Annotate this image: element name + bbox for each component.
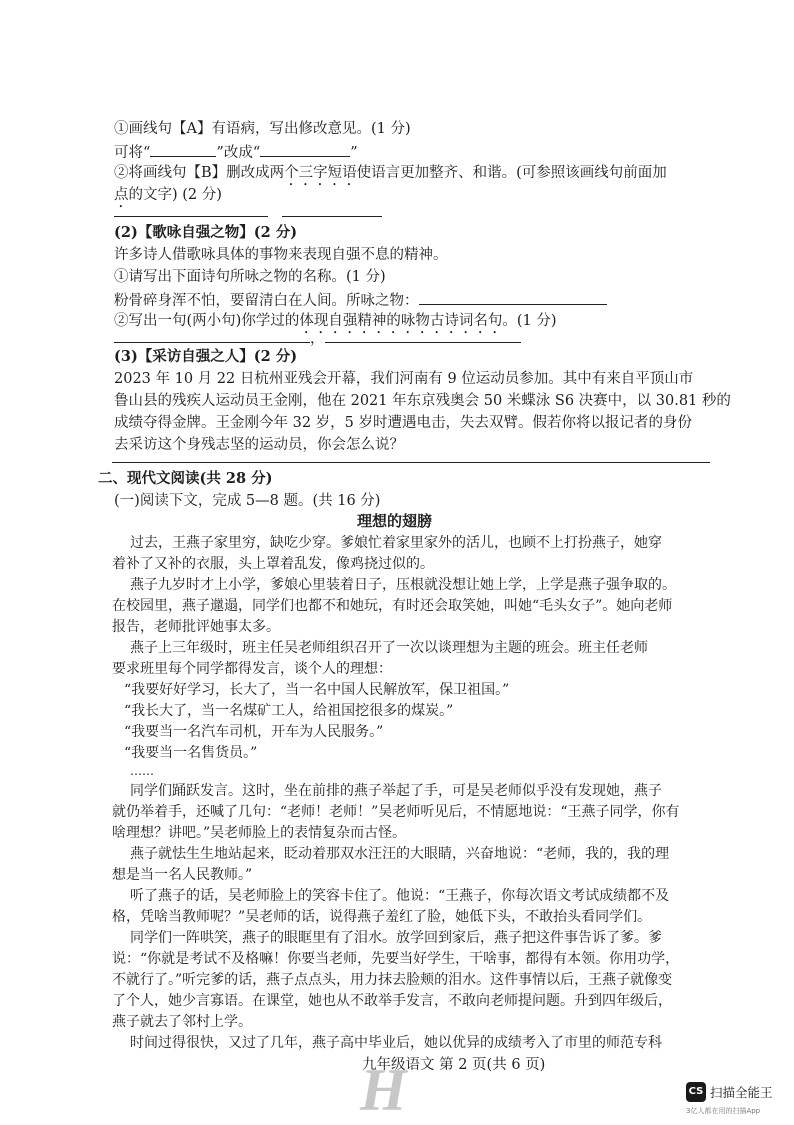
- q3-para-line4: 去采访这个身残志坚的运动员，你会怎么说？: [114, 437, 404, 453]
- article-line: 燕子上三年级时，班主任吴老师组织召开了一次以谈理想为主题的班会。班主任老师: [130, 640, 648, 656]
- scanner-logo-icon: CS: [686, 1082, 706, 1102]
- article-line: “我要当一名售货员。”: [124, 745, 258, 761]
- q1-blank-revised[interactable]: [260, 142, 350, 157]
- q2-comma: ，: [310, 331, 325, 347]
- article-line: “我要好好学习，长大了，当一名中国人民解放军，保卫祖国。”: [124, 682, 510, 698]
- q3-heading: (3)【采访自强之人】(2 分): [114, 348, 298, 365]
- q3-answer-blank[interactable]: [112, 462, 710, 463]
- q1-prefix: 可将“: [114, 145, 151, 161]
- q1-mid: ”改成“: [216, 145, 261, 161]
- article-line: 时间过得很快，又过了几年，燕子高中毕业后，她以优异的成绩考入了市里的师范专科: [130, 1035, 662, 1051]
- article-title: 理想的翅膀: [357, 512, 433, 530]
- article-line: 听了燕子的话，吴老师脸上的笑容卡住了。他说：“王燕子，你每次语文考试成绩都不及: [130, 888, 670, 904]
- article-line: 要求班里每个同学都得发言，谈个人的理想：: [112, 661, 392, 677]
- q1-item2-text-a: ②将画线句【B】删改成两: [114, 165, 285, 181]
- article-line: 格，凭啥当教师呢？”吴老师的话，说得燕子羞红了脸，她低下头，不敢抬头看同学们。: [112, 909, 652, 925]
- article-line: 想是当一名人民教师。”: [112, 867, 253, 883]
- q1-answer-line: [114, 142, 358, 162]
- q3-para-line3: 成绩夺得金牌。王金刚今年 32 岁，5 岁时遭遇电击，失去双臂。假若你将以报记者的身份: [114, 415, 692, 431]
- scanner-brand-name: 扫描全能王: [710, 1085, 773, 1100]
- q2-heading: (2)【歌咏自强之物】(2 分): [114, 224, 298, 241]
- q3-para-line2: 鲁山县的残疾人运动员王金刚，他在 2021 年东京残奥会 50 米蝶泳 S6 决赛中，以 30.81 秒的: [114, 393, 731, 409]
- q2-item2-text-a: ②写出一句(两小句)你学过的: [114, 313, 300, 329]
- q1-blank-original[interactable]: [150, 142, 216, 157]
- article-line: 报告，老师批评她事太多。: [112, 619, 280, 635]
- article-line: 啥理想？讲吧。”吴老师脸上的表情复杂而古怪。: [112, 825, 407, 841]
- article-line: 着补了又补的衣服，头上罩着乱发，像鸡挠过似的。: [112, 556, 434, 572]
- q1-item2-line2: [114, 186, 222, 211]
- scanner-brand-sub: 3亿人都在用的扫描App: [686, 1107, 761, 1115]
- article-line: 就仍举着手，还喊了几句：“老师！老师！”吴老师听见后，不情愿地说：“王燕子同学，你有: [112, 804, 680, 820]
- section2-sub: (一)阅读下文，完成 5—8 题。(共 16 分): [114, 493, 381, 509]
- article-line: 说：“你就是考试不及格嘛！你要当老师，先要当好学生，干啥事，都得有本领。你用功学，: [112, 951, 680, 967]
- q2-blank-2[interactable]: [325, 328, 521, 343]
- q2-blank-1[interactable]: [114, 328, 310, 343]
- q2-poem: 粉骨碎身浑不怕，要留清白在人间。所咏之物：: [114, 293, 419, 309]
- page-footer: 九年级语文 第 2 页(共 6 页): [362, 1057, 546, 1073]
- article-line: 燕子就怯生生地站起来，眨动着那双水汪汪的大眼睛，兴奋地说：“老师，我的，我的理: [130, 846, 670, 862]
- stamp-letter: H: [360, 1057, 401, 1123]
- scanner-brand: [686, 1080, 790, 1120]
- q2-object-blank[interactable]: [419, 290, 607, 305]
- article-line: 燕子就去了邻村上学。: [112, 1014, 252, 1030]
- article-line: “我要当一名汽车司机，开车为人民服务。”: [124, 724, 384, 740]
- q1-item2-dotted: 个三字短语: [284, 165, 357, 181]
- q1-item2-dotted-2: 点: [114, 187, 129, 203]
- q1-answer-blank-1[interactable]: [114, 216, 268, 217]
- article-line: 同学们一阵哄笑，燕子的眼眶里有了泪水。放学回到家后，燕子把这件事告诉了爹。爹: [130, 930, 662, 946]
- q2-item2-dotted: 体现自强精神的咏物古诗词名句: [299, 313, 503, 329]
- q2-answer-line: [114, 328, 521, 348]
- article-line: “我长大了，当一名煤矿工人，给祖国挖很多的煤炭。”: [124, 703, 454, 719]
- q2-poem-line: [114, 290, 607, 310]
- q2-intro: 许多诗人借歌咏具体的事物来表现自强不息的精神。: [114, 247, 448, 263]
- article-line: 在校园里，燕子邋遢，同学们也都不和她玩，有时还会取笑她，叫她“毛头女子”。她向老师: [112, 598, 673, 614]
- q1-suffix: ”: [350, 145, 358, 161]
- q1-item1: ①画线句【A】有语病，写出修改意见。(1 分): [114, 121, 411, 137]
- article-line: 燕子九岁时才上小学，爹娘心里装着日子，压根就没想让她上学，上学是燕子强争取的。: [130, 577, 676, 593]
- article-line: 同学们踊跃发言。这时，坐在前排的燕子举起了手，可是吴老师似乎没有发现她，燕子: [130, 783, 662, 799]
- q1-item2-text-b: 使语言更加整齐、和谐。(可参照该画线句前面加: [356, 165, 667, 181]
- q1-answer-blank-2[interactable]: [282, 216, 382, 217]
- article-line: ……: [130, 764, 154, 778]
- article-line: 不就行了。”听完爹的话，燕子点点头，用力抹去脸颊的泪水。这件事情以后，王燕子就像变: [112, 972, 673, 988]
- article-line: 过去，王燕子家里穷，缺吃少穿。爹娘忙着家里家外的活儿，也顾不上打扮燕子，她穿: [130, 535, 662, 551]
- q2-item2-text-b: 。(1 分): [502, 313, 557, 329]
- q3-para-line1: 2023 年 10 月 22 日杭州亚残会开幕，我们河南有 9 位运动员参加。其中有来自平顶山市: [114, 371, 694, 387]
- q2-item1: ①请写出下面诗句所咏之物的名称。(1 分): [114, 269, 386, 285]
- q1-item2-text-c: 的文字) (2 分): [128, 187, 222, 203]
- section2-heading: 二、现代文阅读(共 28 分): [98, 470, 273, 487]
- article-line: 了个人，她少言寡语。在课堂，她也从不敢举手发言，不敢向老师提问题。升到四年级后，: [112, 993, 672, 1009]
